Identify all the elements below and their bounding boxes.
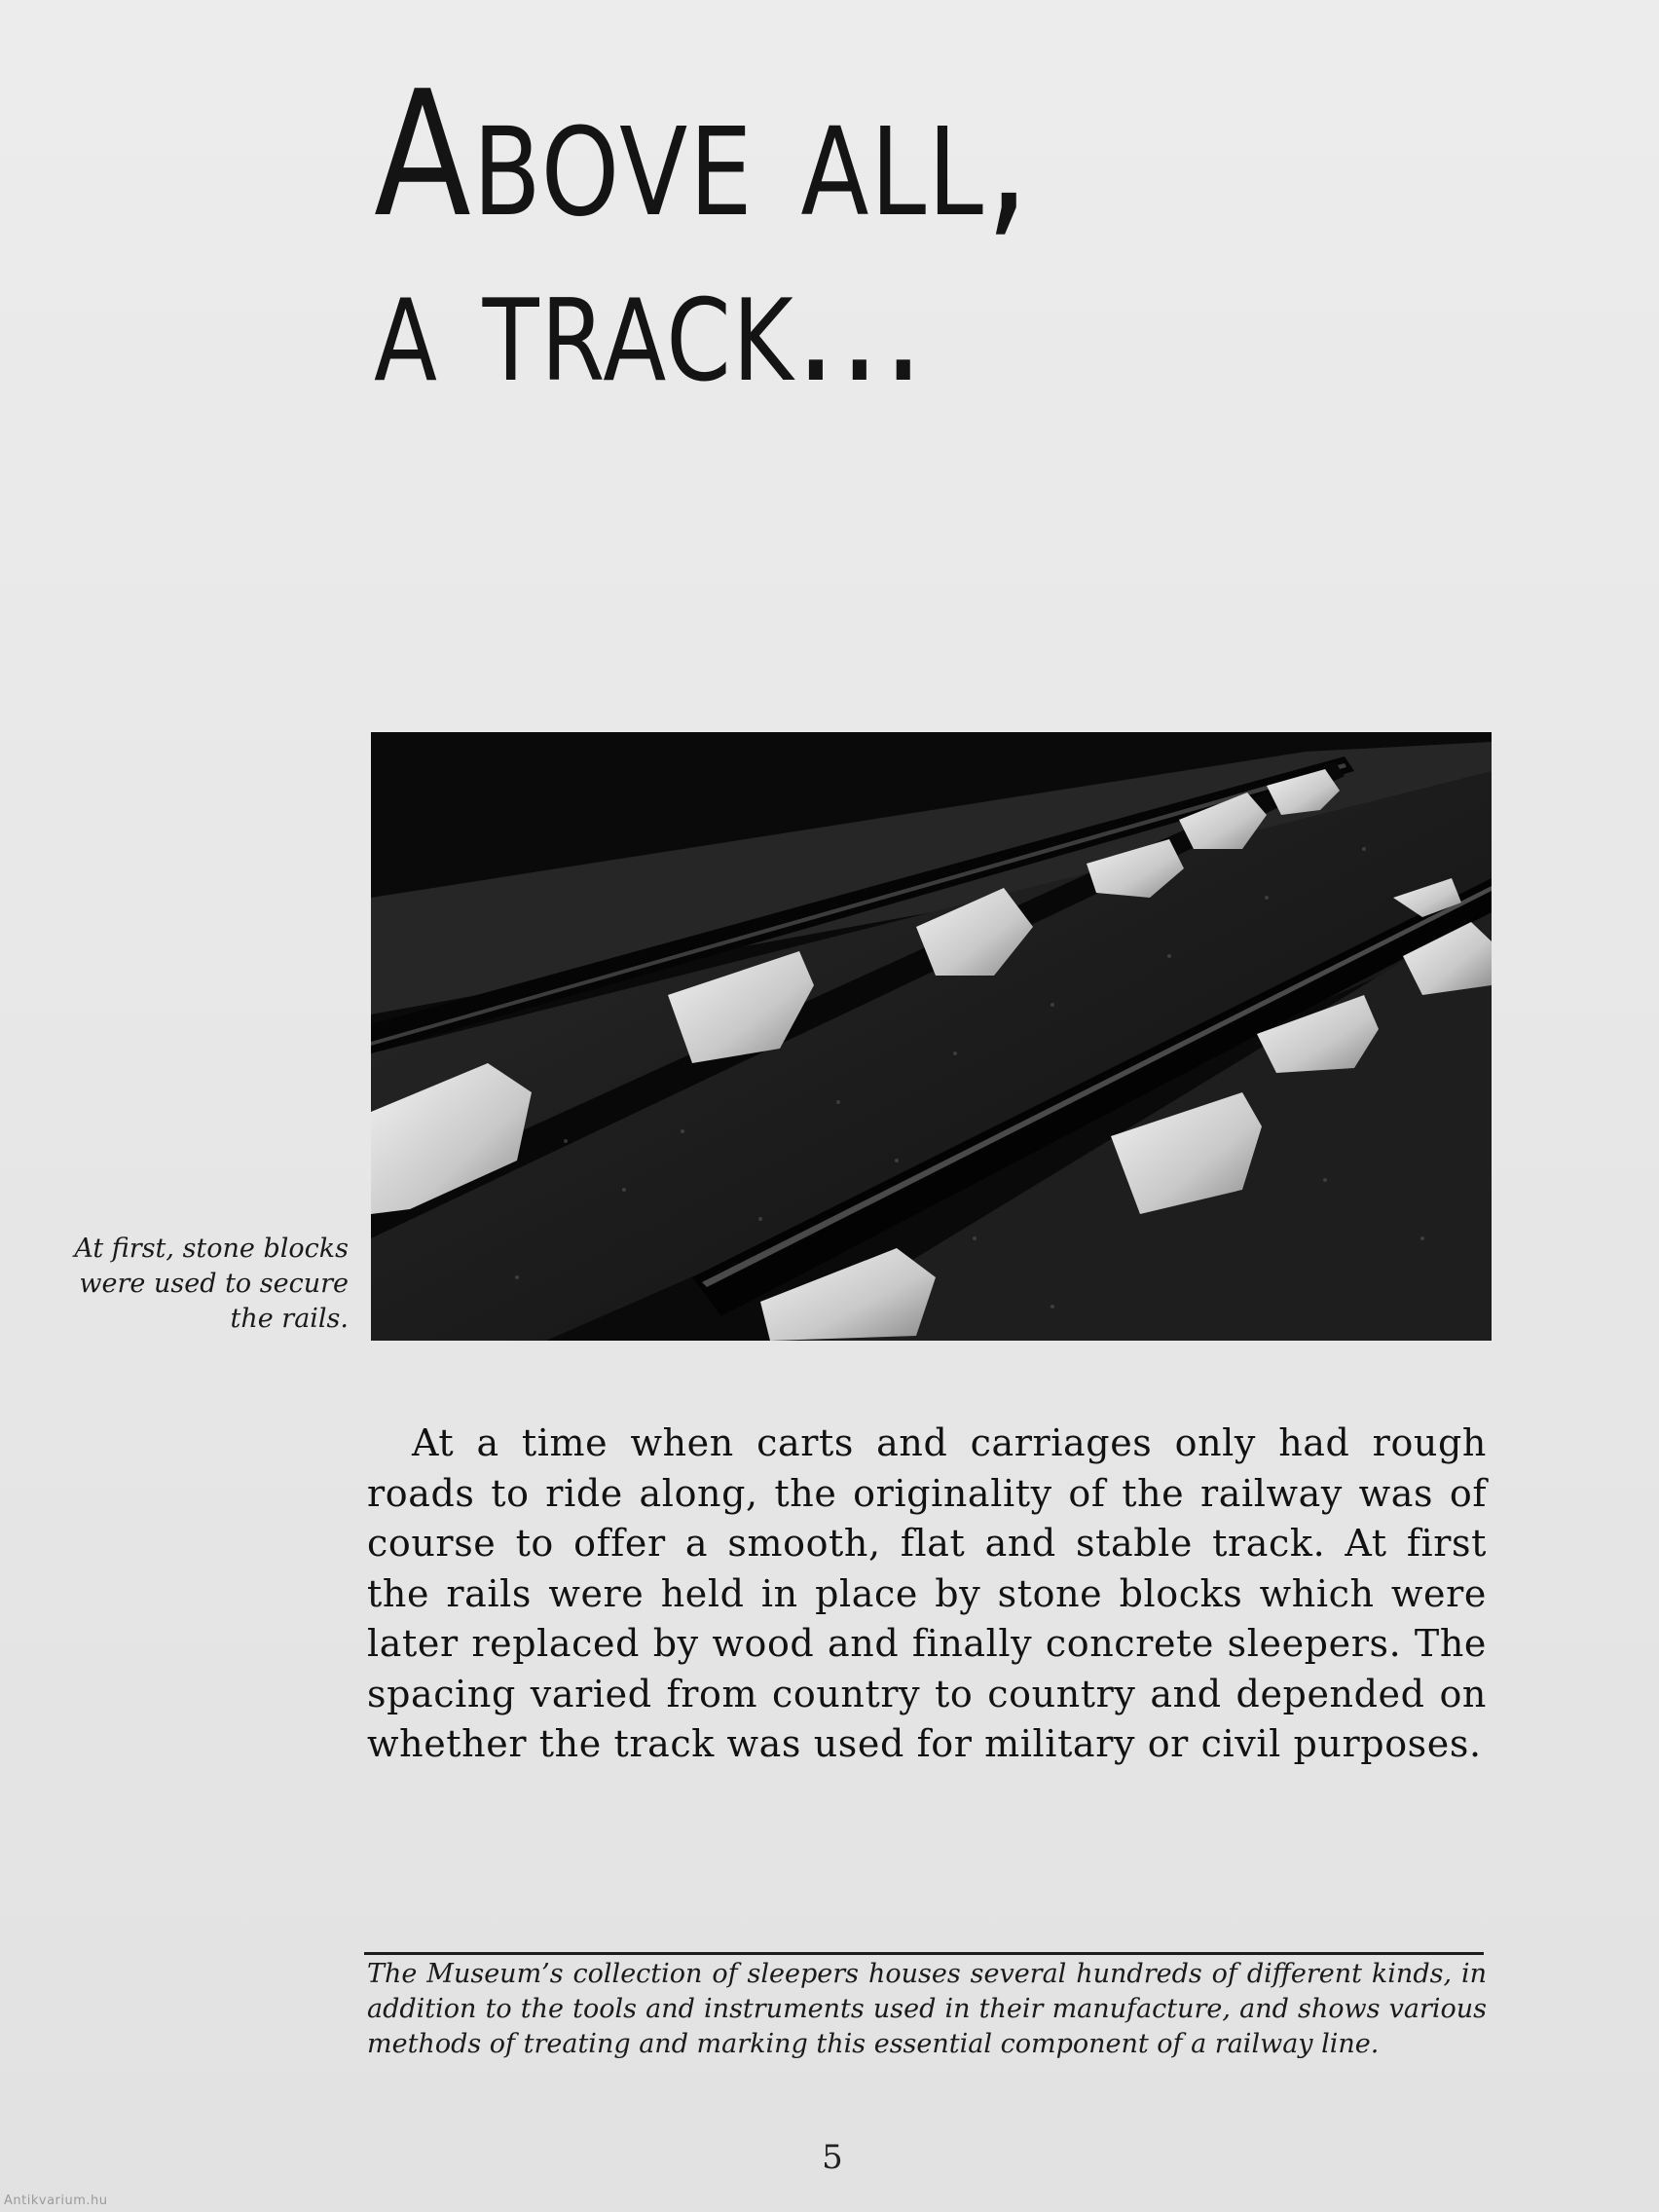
- title-line-2-text: a track...: [374, 231, 927, 419]
- railway-stone-blocks-photo-icon: [371, 732, 1492, 1341]
- photo-caption: At first, stone blocks were used to secure the rails.: [74, 1234, 349, 1334]
- page-number: 5: [822, 2138, 843, 2177]
- footnote-rule: [364, 1952, 1484, 1955]
- body-paragraph: At a time when carts and carriages only had rough roads to ride along, the originality of the railway was of course to offer a smooth, flat and stable track. At first the rails were held in place by stone blocks which were later replaced by wood and finally concrete sleepers. The spacing varied from country to country and depended on whether the track was used for military or civil purposes.: [367, 1421, 1487, 1765]
- footnote-text: The Museum’s collection of sleepers houses several hundreds of different kinds, in addition to the tools and instruments used in their manufacture, and shows various methods of treating and marking this essential component of a railway line.: [367, 1959, 1487, 2059]
- track-photo: [371, 732, 1492, 1341]
- title-line-1-text: Above all,: [374, 54, 1032, 255]
- title-line-2: [374, 231, 1032, 424]
- watermark-text: Antikvarium.hu: [4, 2194, 108, 2208]
- page-title: [374, 54, 1032, 424]
- title-line-1: [374, 54, 1032, 255]
